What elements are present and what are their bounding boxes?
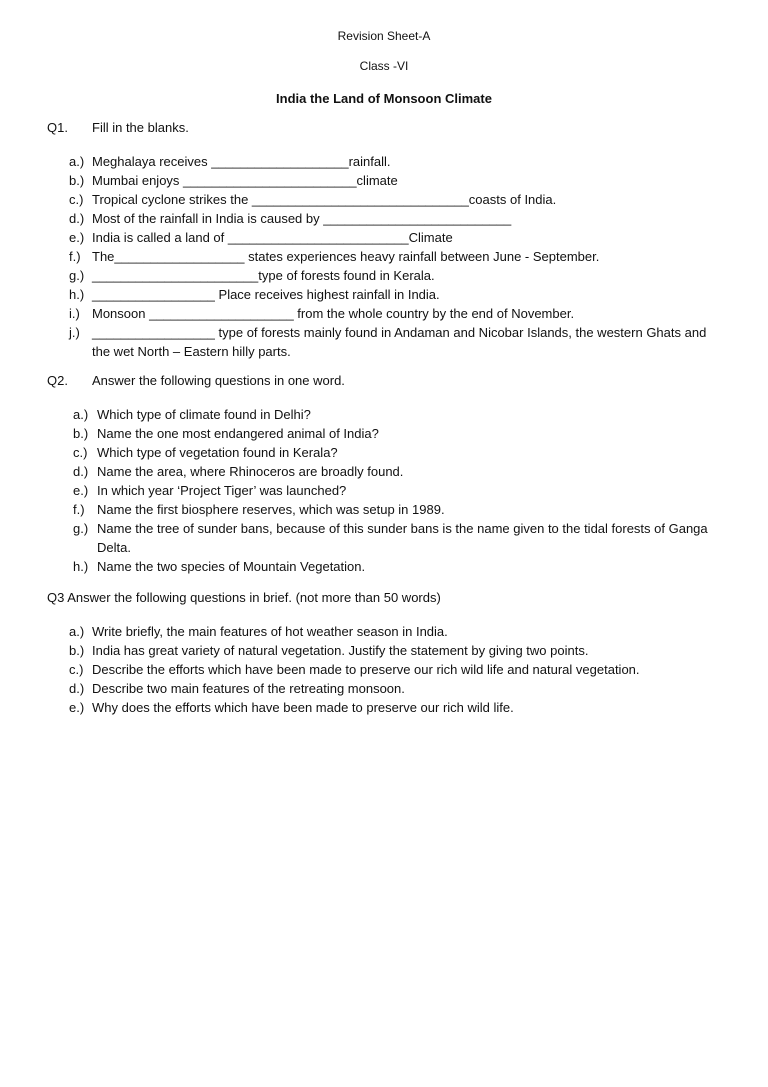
list-item: [73, 443, 733, 462]
q2-instruction: Answer the following questions in one word.: [92, 373, 345, 388]
item-marker: e.): [69, 700, 85, 715]
item-marker: g.): [73, 521, 89, 536]
list-item: [69, 266, 729, 285]
list-item: [73, 462, 733, 481]
item-text: Which type of vegetation found in Kerala?: [97, 445, 338, 460]
item-marker: d.): [69, 211, 85, 226]
q2-list: [73, 405, 733, 576]
item-marker: a.): [69, 624, 85, 639]
list-item: [69, 679, 729, 698]
list-item: [69, 152, 729, 171]
item-text: Name the area, where Rhinoceros are broadly found.: [97, 464, 404, 479]
item-marker: f.): [69, 249, 81, 264]
item-marker: b.): [69, 173, 85, 188]
item-marker: j.): [69, 325, 80, 340]
item-text: The__________________ states experiences heavy rainfall between June - September.: [92, 249, 600, 264]
item-text: _________________ Place receives highest rainfall in India.: [92, 287, 440, 302]
item-text: Name the first biosphere reserves, which was setup in 1989.: [97, 502, 445, 517]
item-marker: g.): [69, 268, 85, 283]
item-text: Name the tree of sunder bans, because of this sunder bans is the name given to the tidal forests of Ganga Delta.: [97, 521, 708, 555]
list-item: [69, 209, 729, 228]
item-marker: h.): [69, 287, 85, 302]
item-text: Monsoon ____________________ from the whole country by the end of November.: [92, 306, 575, 321]
item-marker: i.): [69, 306, 80, 321]
list-item: [69, 698, 729, 717]
item-marker: c.): [73, 445, 88, 460]
q2-heading: [47, 373, 345, 388]
q3-heading: Q3 Answer the following questions in brief. (not more than 50 words): [47, 590, 441, 605]
list-item: [69, 228, 729, 247]
q2-number: Q2.: [47, 373, 68, 388]
list-item: [69, 285, 729, 304]
q1-heading: [47, 120, 189, 135]
list-item: [73, 405, 733, 424]
item-text: _________________ type of forests mainly found in Andaman and Nicobar Islands, the western Ghats and the wet North – Eastern hilly parts.: [92, 325, 707, 359]
list-item: [69, 171, 729, 190]
list-item: [69, 190, 729, 209]
item-text: Name the two species of Mountain Vegetation.: [97, 559, 366, 574]
list-item: [73, 481, 733, 500]
list-item: [69, 641, 729, 660]
item-text: Why does the efforts which have been made to preserve our rich wild life.: [92, 700, 514, 715]
item-marker: a.): [69, 154, 85, 169]
item-marker: d.): [69, 681, 85, 696]
q1-list: [69, 152, 729, 361]
list-item: [69, 323, 729, 361]
item-marker: b.): [73, 426, 89, 441]
item-marker: e.): [73, 483, 89, 498]
sheet-label: Revision Sheet-A: [337, 29, 431, 43]
item-text: Most of the rainfall in India is caused by __________________________: [92, 211, 512, 226]
list-item: [73, 500, 733, 519]
item-text: India is called a land of _________________________Climate: [92, 230, 453, 245]
q3-list: [69, 622, 729, 717]
item-text: Meghalaya receives ___________________rainfall.: [92, 154, 391, 169]
list-item: [69, 622, 729, 641]
item-text: In which year ‘Project Tiger’ was launched?: [97, 483, 347, 498]
item-marker: f.): [73, 502, 85, 517]
list-item: [69, 247, 729, 266]
list-item: [73, 557, 733, 576]
q1-number: Q1.: [47, 120, 68, 135]
item-text: Tropical cyclone strikes the ______________________________coasts of India.: [92, 192, 557, 207]
item-text: India has great variety of natural vegetation. Justify the statement by giving two points.: [92, 643, 589, 658]
item-text: _______________________type of forests found in Kerala.: [92, 268, 435, 283]
list-item: [69, 304, 729, 323]
q1-instruction: Fill in the blanks.: [92, 120, 189, 135]
item-text: Write briefly, the main features of hot weather season in India.: [92, 624, 448, 639]
item-text: Describe the efforts which have been made to preserve our rich wild life and natural vegetation.: [92, 662, 640, 677]
page-title: India the Land of Monsoon Climate: [276, 91, 492, 106]
item-marker: c.): [69, 192, 84, 207]
item-marker: a.): [73, 407, 89, 422]
item-marker: d.): [73, 464, 89, 479]
list-item: [73, 424, 733, 443]
item-marker: e.): [69, 230, 85, 245]
list-item: [69, 660, 729, 679]
item-text: Describe two main features of the retreating monsoon.: [92, 681, 405, 696]
class-label: Class -VI: [359, 59, 409, 73]
item-text: Which type of climate found in Delhi?: [97, 407, 311, 422]
item-text: Mumbai enjoys ________________________climate: [92, 173, 398, 188]
item-marker: h.): [73, 559, 89, 574]
item-marker: c.): [69, 662, 84, 677]
item-text: Name the one most endangered animal of India?: [97, 426, 379, 441]
list-item: [73, 519, 733, 557]
item-marker: b.): [69, 643, 85, 658]
